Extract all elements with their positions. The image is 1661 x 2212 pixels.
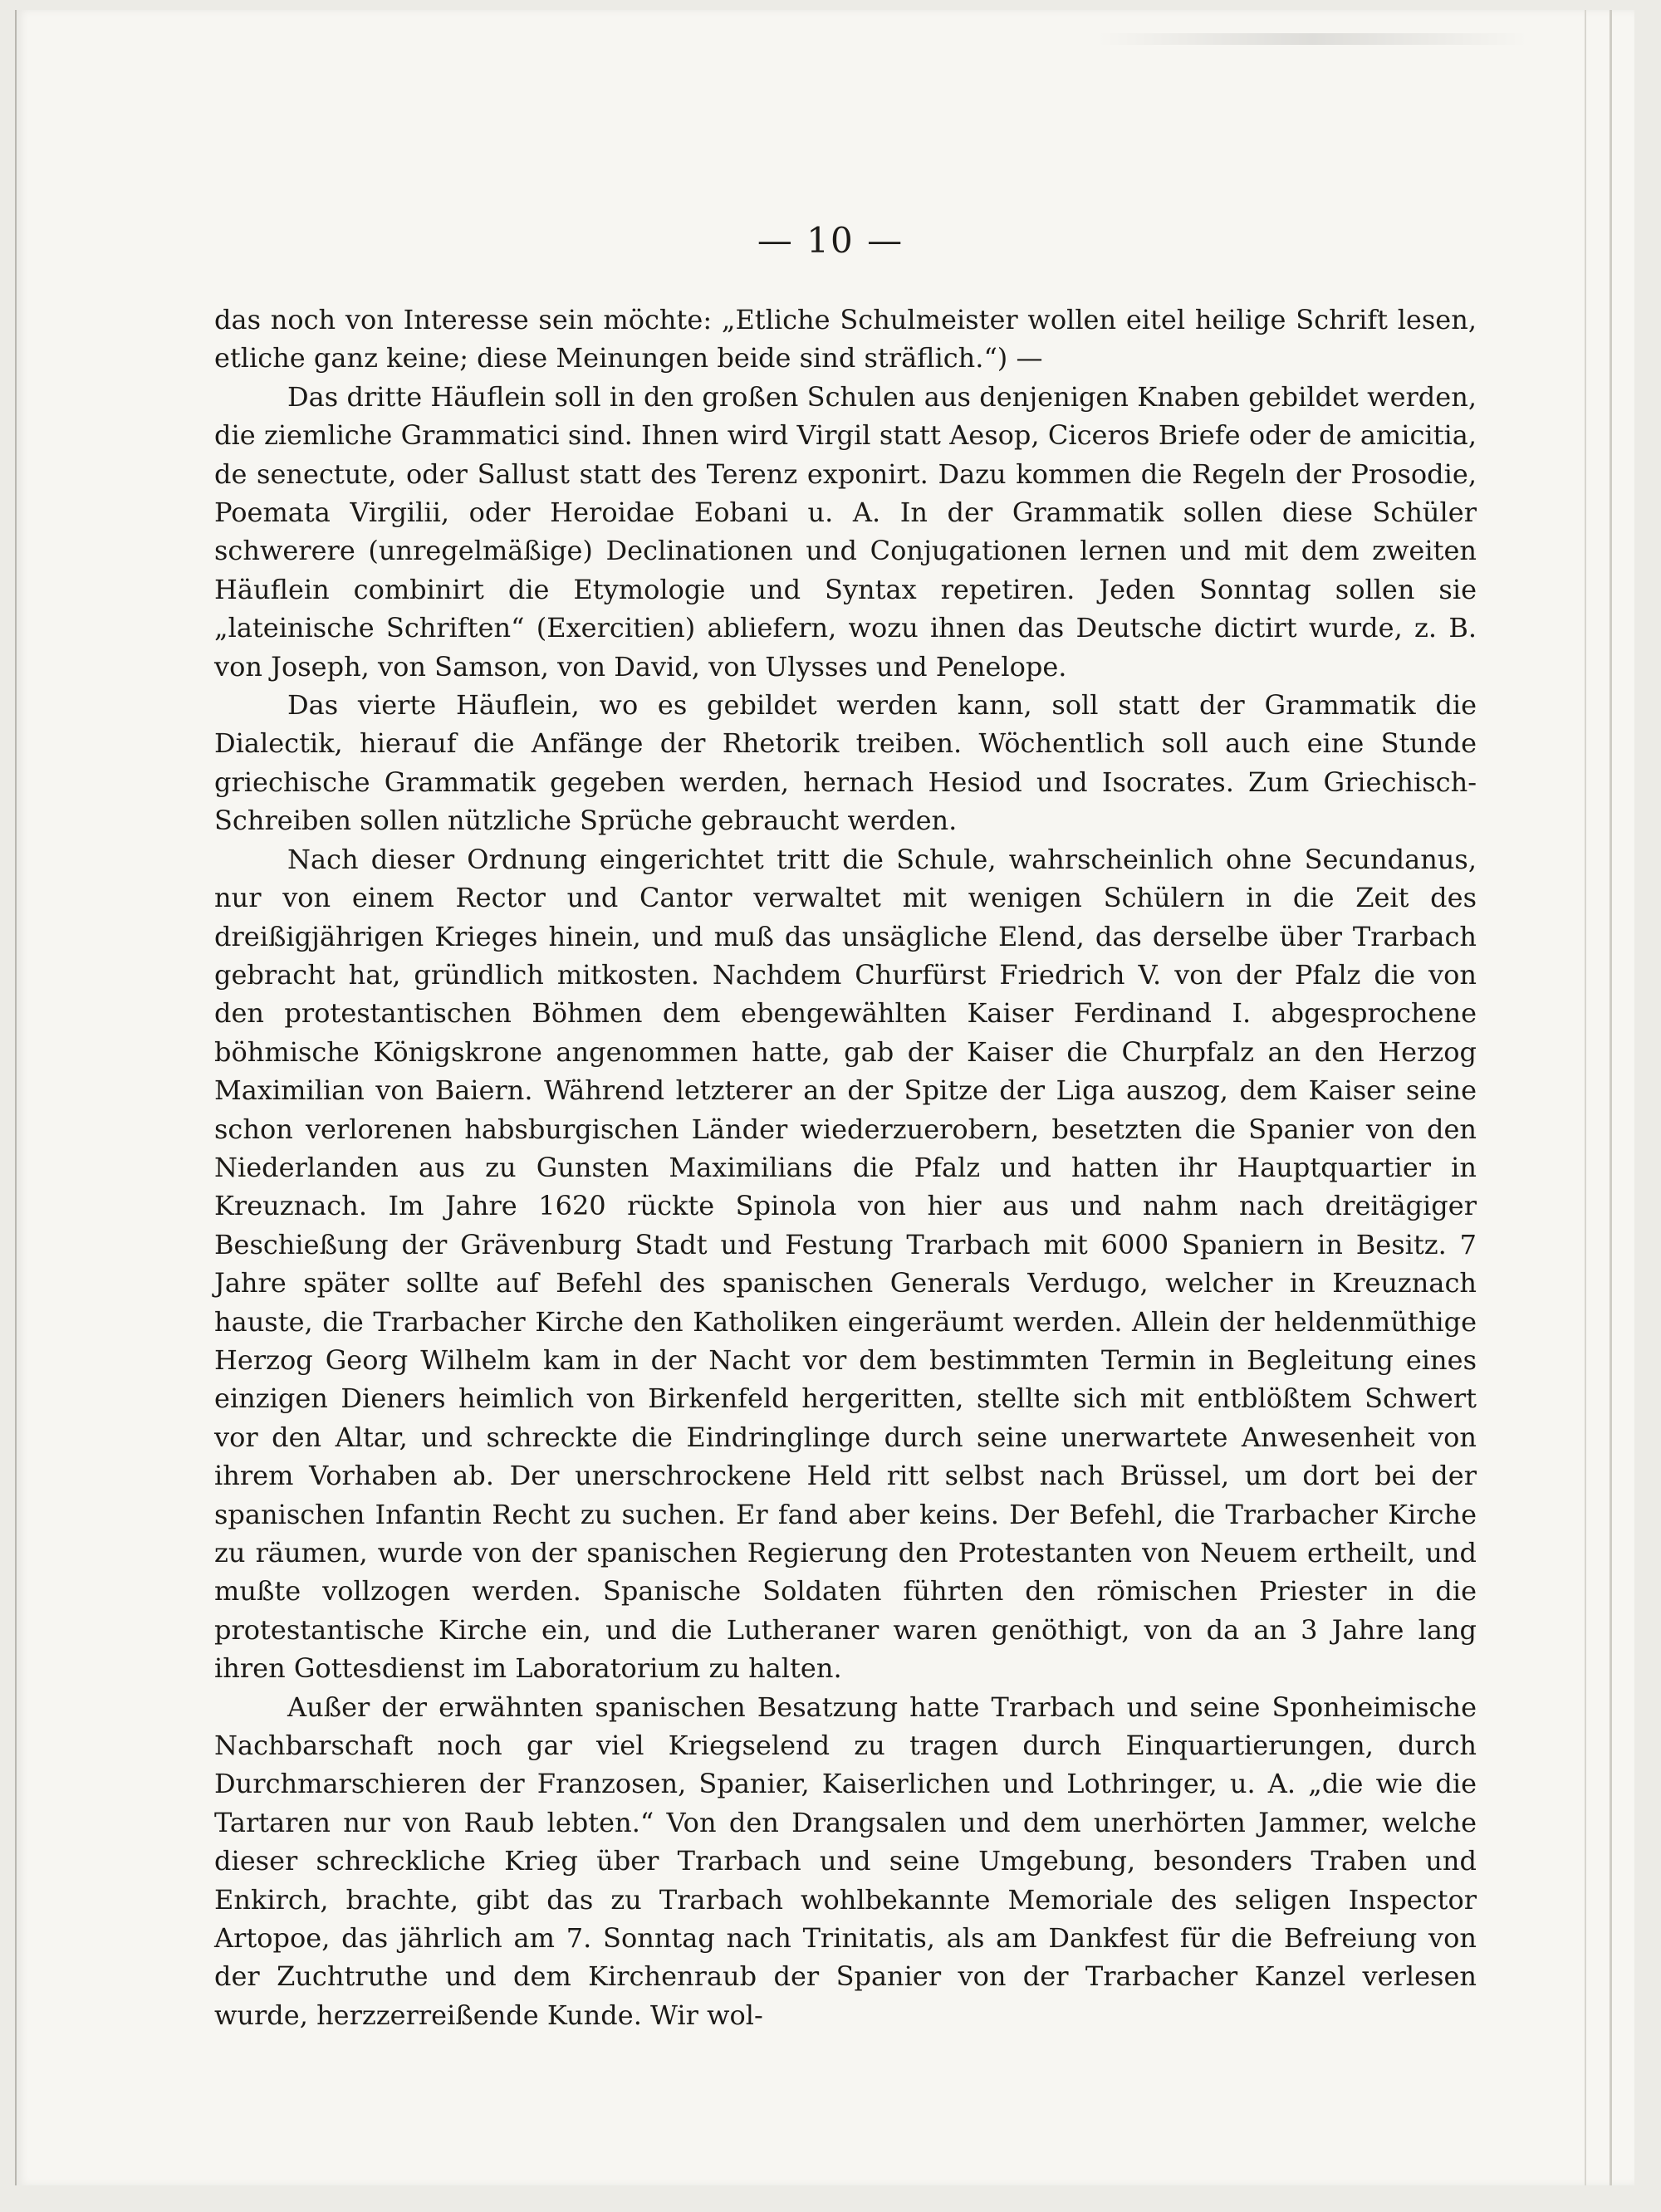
paragraph-1: das noch von Interesse sein möchte: „Etliche Schulmeister wollen eitel heilige Schrift lesen, etliche ganz keine; diese Meinungen beide sind sträflich.“) — xyxy=(214,304,1477,374)
paragraph-4: Nach dieser Ordnung eingerichtet tritt die Schule, wahrscheinlich ohne Secundanus, nur von einem Rector und Cantor verwaltet mit wenigen Schülern in die Zeit des dreißigjährigen Krieges hinein, und muß das unsägliche Elend, das derselbe über Trarbach gebracht hat, gründlich mitkosten. Nachdem Churfürst Friedrich V. von der Pfalz die von den protestantischen Böhmen dem ebengewählten Kaiser Ferdinand I. abgesprochene böhmische Königskrone angenommen hatte, gab der Kaiser die Churpfalz an den Herzog Maximilian von Baiern. Während letzterer an der Spitze der Liga auszog, dem Kaiser seine schon verlorenen habsburgischen Länder wiederzuerobern, besetzten die Spanier von den Niederlanden aus zu Gunsten Maximilians die Pfalz und hatten ihr Hauptquartier in Kreuznach. Im Jahre 1620 rückte Spinola von hier aus und nahm nach dreitägiger Beschießung der Grävenburg Stadt und Festung Trarbach mit 6000 Spaniern in Besitz. 7 Jahre später sollte auf Befehl des spanischen Generals Verdugo, welcher in Kreuznach hauste, die Trarbacher Kirche den Katholiken eingeräumt werden. Allein der heldenmüthige Herzog Georg Wilhelm kam in der Nacht vor dem bestimmten Termin in Begleitung eines einzigen Dieners heimlich von Birkenfeld hergeritten, stellte sich mit entblößtem Schwert vor den Altar, und schreckte die Eindringlinge durch seine unerwartete Anwesenheit von ihrem Vorhaben ab. Der unerschrockene Held ritt selbst nach Brüssel, um dort bei der spanischen Infantin Recht zu suchen. Er fand aber keins. Der Befehl, die Trarbacher Kirche zu räumen, wurde von der spanischen Regierung den Protestanten von Neuem ertheilt, und mußte vollzogen werden. Spanische Soldaten führten den römischen Priester in die protestantische Kirche ein, und die Lutheraner waren genöthigt, von da an 3 Jahre lang ihren Gottesdienst im Laboratorium zu halten. xyxy=(214,843,1477,1685)
show-through-shadow xyxy=(1096,33,1528,45)
page-number: — 10 — xyxy=(757,220,904,261)
paragraph-2: Das dritte Häuflein soll in den großen Schulen aus denjenigen Knaben gebildet werden, die ziemliche Grammatici sind. Ihnen wird Virgil statt Aesop, Ciceros Briefe oder de amicitia, de senectute, oder Sallust statt des Terenz exponirt. Dazu kommen die Regeln der Prosodie, Poemata Virgilii, oder Heroidae Eobani u. A. In der Grammatik sollen diese Schüler schwerere (unregelmäßige) Declinationen und Conjugationen lernen und mit dem zweiten Häuflein combinirt die Etymologie und Syntax repetiren. Jeden Sonntag sollen sie „lateinische Schriften“ (Exercitien) abliefern, wozu ihnen das Deutsche dictirt wurde, z. B. von Joseph, von Samson, von David, von Ulysses und Penelope. xyxy=(214,380,1477,683)
paragraph-3: Das vierte Häuflein, wo es gebildet werden kann, soll statt der Grammatik die Dialectik, hierauf die Anfänge der Rhetorik treiben. Wöchentlich soll auch eine Stunde griechische Grammatik gegeben werden, hernach Hesiod und Isocrates. Zum Griechisch-Schreiben sollen nützliche Sprüche gebraucht werden. xyxy=(214,689,1477,837)
page-edge-line-outer xyxy=(1610,10,1612,2185)
body-text xyxy=(214,301,1477,2034)
paragraph-5: Außer der erwähnten spanischen Besatzung hatte Trarbach und seine Sponheimische Nachbarschaft noch gar viel Kriegselend zu tragen durch Einquartierungen, durch Durchmarschieren der Franzosen, Spanier, Kaiserlichen und Lothringer, u. A. „die wie die Tartaren nur von Raub lebten.“ Von den Drangsalen und dem unerhörten Jammer, welche dieser schreckliche Krieg über Trarbach und seine Umgebung, besonders Traben und Enkirch, brachte, gibt das zu Trarbach wohlbekannte Memoriale des seligen Inspector Artopoe, das jährlich am 7. Sonntag nach Trinitatis, als am Dankfest für die Befreiung von der Zuchtruthe und dem Kirchenraub der Spanier von der Trarbacher Kanzel verlesen wurde, herzzerreißende Kunde. Wir wol- xyxy=(214,1691,1477,2031)
page-edge-line xyxy=(1585,10,1586,2185)
